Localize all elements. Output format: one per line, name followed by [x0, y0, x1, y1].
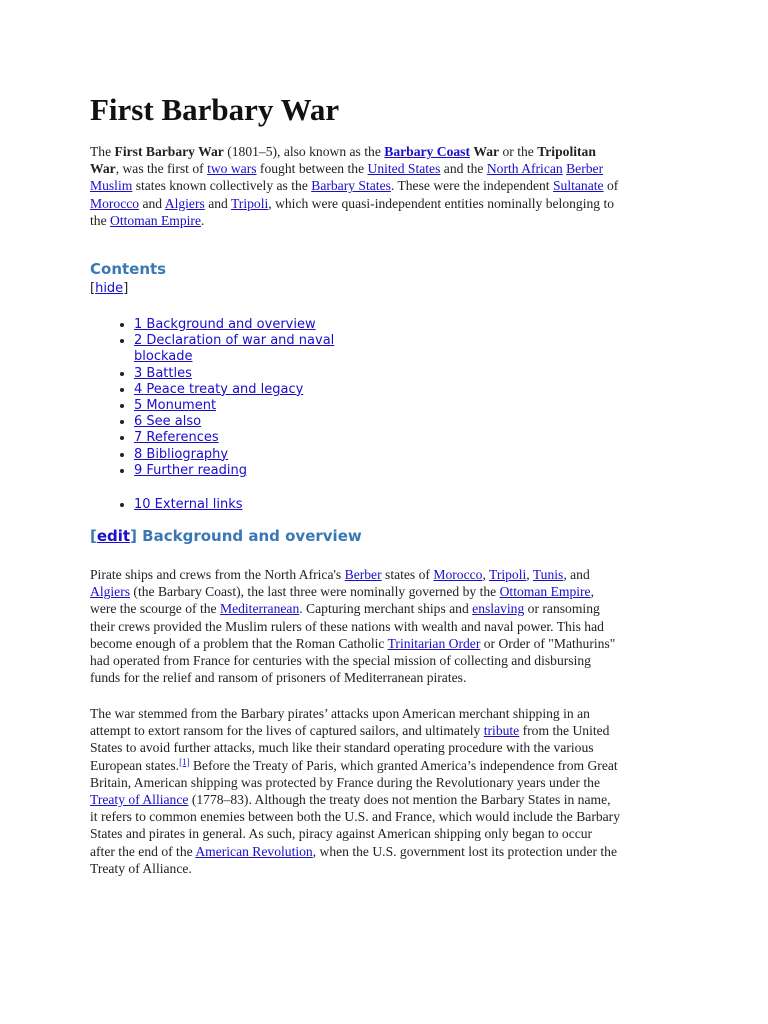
- text-line: [90, 652, 680, 669]
- text-line: [90, 669, 680, 686]
- text-run: , was the first of: [115, 161, 208, 177]
- text-run: . Capturing merchant ships and: [299, 601, 473, 617]
- toc-link-monument[interactable]: 5 Monument: [134, 398, 217, 414]
- toc-item: [134, 366, 374, 382]
- text-line: [90, 739, 680, 756]
- text-line: [90, 825, 680, 842]
- text-run: The war stemmed from the Barbary pirates’ attacks upon American merchant shipping in an: [90, 706, 590, 721]
- link-ottoman-empire[interactable]: Ottoman Empire: [110, 212, 201, 228]
- link-two-wars[interactable]: two wars: [207, 161, 257, 177]
- text-run: , which were quasi-independent entities nominally belonging to: [268, 195, 615, 211]
- text-run: their crews provided the Muslim rulers of these nations with wealth and naval power. This had: [90, 618, 604, 634]
- toc-list: [114, 317, 374, 479]
- text-run: states known collectively as the: [132, 178, 312, 194]
- toc-link-background[interactable]: 1 Background and overview: [134, 317, 316, 332]
- text-run: attempt to extort ransom for the lives of captured sailors, and ultimately: [90, 723, 484, 739]
- text-run: , and: [563, 567, 590, 582]
- toc-item: [134, 414, 374, 430]
- text-run: and: [204, 195, 231, 211]
- contents-title: Contents: [90, 260, 167, 278]
- text-line: [90, 757, 680, 774]
- toc-link-see-also[interactable]: 6 See also: [134, 414, 202, 430]
- text-run: or Order of "Mathurins": [480, 635, 616, 651]
- text-line: [90, 705, 680, 722]
- text-run: ,: [526, 567, 533, 582]
- link-trinitarian-order[interactable]: Trinitarian Order: [387, 635, 481, 651]
- text-run: Before the Treaty of Paris, which granted America’s independence from Great: [189, 757, 618, 773]
- text-run: were the scourge of the: [90, 601, 220, 617]
- edit-link[interactable]: edit: [96, 527, 131, 545]
- text-run: or ransoming: [524, 601, 600, 617]
- text-run: and the: [440, 161, 487, 177]
- text-run: (1778–83). Although the treaty does not mention the Barbary States in name,: [188, 791, 611, 807]
- toc-item: [134, 317, 374, 333]
- text-line: [90, 177, 680, 194]
- text-run: The: [90, 144, 115, 159]
- background-paragraph-2: [90, 705, 680, 877]
- text-run: or the: [499, 144, 538, 159]
- toc-link-references[interactable]: 7 References: [134, 430, 219, 446]
- link-enslaving[interactable]: enslaving: [472, 601, 525, 617]
- section-heading-background: [edit] Background and overview: [90, 527, 362, 545]
- text-run: from the United: [519, 723, 610, 739]
- background-paragraph-1: [90, 566, 680, 686]
- text-line: [90, 212, 680, 229]
- text-line: [90, 566, 680, 583]
- link-barbary-states[interactable]: Barbary States: [311, 178, 391, 194]
- link-treaty-of-alliance[interactable]: Treaty of Alliance: [90, 791, 189, 807]
- text-run: the: [90, 212, 111, 228]
- link-tunis[interactable]: Tunis: [532, 567, 564, 582]
- text-run: (the Barbary Coast), the last three were nominally governed by the: [130, 584, 500, 600]
- toc-item: [134, 430, 374, 446]
- text-line: [90, 860, 680, 877]
- text-line: [90, 618, 680, 635]
- text-run: Pirate ships and crews from the North Africa's: [90, 567, 345, 582]
- text-run: of: [603, 178, 619, 194]
- text-run: ,: [590, 584, 594, 600]
- text-line: [90, 843, 680, 860]
- toc-item: [134, 463, 374, 479]
- link-tribute[interactable]: tribute: [483, 723, 520, 739]
- text-run: War: [90, 161, 116, 177]
- text-run: after the end of the: [90, 843, 196, 859]
- text-line: [90, 583, 680, 600]
- text-run: .: [201, 212, 205, 228]
- text-run: states of: [381, 567, 434, 582]
- text-run: European states.: [90, 757, 180, 773]
- link-morocco[interactable]: Morocco: [90, 195, 140, 211]
- text-run: States and pirates in general. As such, piracy against American shipping only began to occur: [90, 826, 593, 842]
- text-run: Treaty of Alliance.: [90, 860, 192, 876]
- link-tripoli[interactable]: Tripoli: [230, 195, 269, 211]
- text-run: First Barbary War: [114, 144, 224, 159]
- text-run: fought between the: [256, 161, 368, 177]
- toc-link-battles[interactable]: 3 Battles: [134, 365, 192, 381]
- contents-hide-toggle: [hide]: [90, 281, 129, 296]
- toc-link-further-reading[interactable]: 9 Further reading: [134, 462, 247, 478]
- text-run: ,: [482, 567, 489, 582]
- toc-link-peace-treaty[interactable]: 4 Peace treaty and legacy: [134, 381, 304, 397]
- link-united-states[interactable]: United States: [367, 161, 441, 177]
- text-line: [90, 160, 680, 177]
- text-run: had operated from France for centuries with the special mission of collecting and disbursing: [90, 652, 591, 668]
- text-run: (1801–5), also known as the: [223, 144, 385, 159]
- toc-item: [134, 447, 374, 463]
- text-run: Tripolitan: [537, 144, 596, 159]
- text-line: [90, 774, 680, 791]
- footnote-ref: [179, 757, 190, 767]
- text-run: Britain, American shipping was protected by France during the Revolutionary years under the: [90, 774, 601, 790]
- text-line: [90, 143, 680, 160]
- toc-link-declaration[interactable]: 2 Declaration of war and naval blockade: [134, 333, 335, 365]
- link-1[interactable]: [1]: [179, 756, 190, 767]
- link-tripoli[interactable]: Tripoli: [489, 567, 527, 582]
- link-american-revolution[interactable]: American Revolution: [195, 843, 313, 859]
- link-ottoman-empire[interactable]: Ottoman Empire: [499, 584, 591, 600]
- toc-link-bibliography[interactable]: 8 Bibliography: [134, 446, 229, 462]
- link-berber[interactable]: Berber: [344, 567, 382, 582]
- text-run: , when the U.S. government lost its protection under the: [312, 843, 618, 859]
- link-sultanate[interactable]: Sultanate: [552, 178, 604, 194]
- text-line: [90, 195, 680, 212]
- text-line: [90, 600, 680, 617]
- section-heading-text: Background and overview: [136, 527, 362, 545]
- toc-item: [134, 382, 374, 398]
- link-north-african[interactable]: North African: [486, 161, 563, 177]
- text-run: States to avoid further attacks, much like their standard operating procedure with the various: [90, 740, 594, 756]
- link-algiers[interactable]: Algiers: [164, 195, 205, 211]
- link-muslim[interactable]: Muslim: [90, 178, 133, 194]
- link-berber[interactable]: Berber: [566, 161, 604, 177]
- text-line: [90, 808, 680, 825]
- text-run: it refers to common enemies between both the U.S. and France, which would include the Barbary: [90, 809, 621, 825]
- hide-link[interactable]: hide: [95, 281, 124, 296]
- toc-link-external-links[interactable]: 10 External links: [134, 497, 243, 512]
- link-mediterranean[interactable]: Mediterranean: [219, 601, 300, 617]
- text-line: [90, 722, 680, 739]
- link-barbary-coast[interactable]: Barbary Coast: [384, 144, 470, 159]
- toc-list-extra: [114, 497, 374, 513]
- text-line: [90, 791, 680, 808]
- intro-paragraph: [90, 143, 680, 229]
- link-morocco[interactable]: Morocco: [433, 567, 483, 582]
- link-algiers[interactable]: Algiers: [90, 584, 131, 600]
- text-line: [90, 635, 680, 652]
- toc-item: [134, 497, 374, 513]
- text-run: . These were the independent: [390, 178, 553, 194]
- text-run: become enough of a problem that the Roman Catholic: [90, 635, 388, 651]
- text-run: funds for the relief and ransom of prisoners of Mediterranean pirates.: [90, 670, 467, 686]
- text-run: and: [139, 195, 165, 211]
- toc-item: [134, 398, 374, 414]
- toc-item: [134, 333, 374, 365]
- page-title: First Barbary War: [90, 92, 340, 127]
- text-run: War: [473, 144, 500, 159]
